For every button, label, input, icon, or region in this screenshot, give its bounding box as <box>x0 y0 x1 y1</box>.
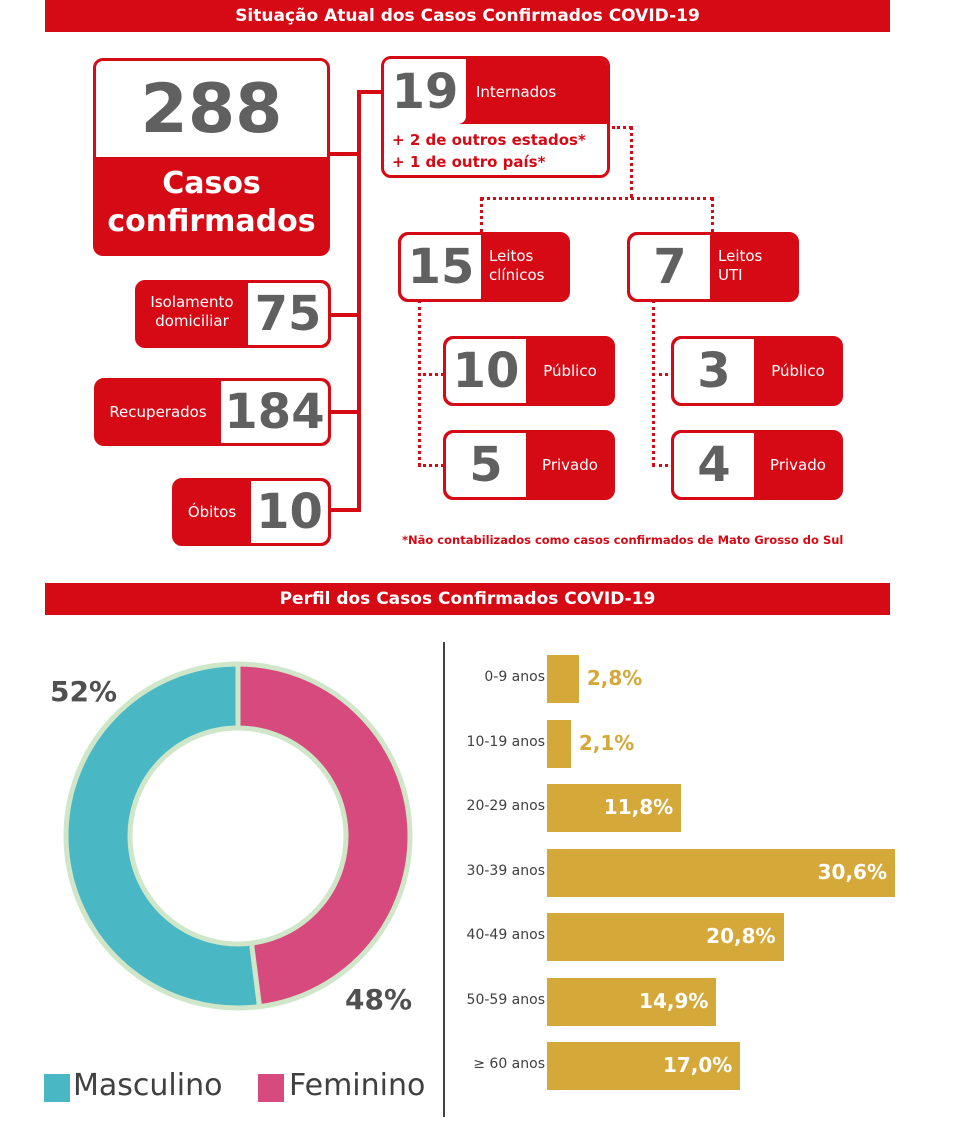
plus-icon: + <box>392 153 405 171</box>
age-bar <box>547 720 571 768</box>
clinical-label-line2: clínicos <box>489 266 545 284</box>
dotted-connector <box>480 197 714 200</box>
hospitalized-card <box>381 56 610 178</box>
legend-label-male: Masculino <box>73 1068 223 1103</box>
home-isolation-card <box>135 280 331 348</box>
deaths-label: Óbitos <box>187 502 237 521</box>
clinical-public-card <box>443 336 615 406</box>
hospitalized-count: 19 <box>384 59 466 124</box>
age-category-label: 20-29 anos <box>466 798 545 814</box>
other-states-note: 2 de outros estados* <box>409 131 586 149</box>
female-percent-label: 48% <box>345 983 413 1016</box>
connector-line <box>330 508 360 512</box>
age-category-label: 30-39 anos <box>466 862 545 879</box>
clinical-beds-count: 15 <box>401 235 481 299</box>
dotted-connector <box>480 197 483 233</box>
icu-public-count: 3 <box>674 339 754 403</box>
age-category-label: 10-19 anos <box>466 733 545 750</box>
icu-private-count: 4 <box>674 433 754 497</box>
age-category-label: 50-59 anos <box>466 991 545 1008</box>
age-bar-value: 30,6% <box>817 859 887 884</box>
connector-line <box>330 152 360 156</box>
donut-slice-male <box>66 664 260 1008</box>
recovered-label: Recuperados <box>109 402 207 421</box>
clinical-private-card <box>443 430 615 500</box>
clinical-public-label: Público <box>543 361 597 380</box>
section-title-profile: Perfil dos Casos Confirmados COVID-19 <box>45 583 890 615</box>
deaths-count: 10 <box>251 481 328 543</box>
icu-beds-card <box>627 232 799 302</box>
confirmed-label-line2: confirmados <box>107 204 316 239</box>
age-bar-chart <box>450 655 910 1095</box>
dotted-connector <box>652 300 655 466</box>
clinical-beds-card <box>398 232 570 302</box>
age-category-label: 40-49 anos <box>466 927 545 943</box>
icu-private-label: Privado <box>770 455 826 474</box>
other-country-note: 1 de outro país* <box>409 153 546 171</box>
age-bar-value: 2,8% <box>586 666 643 690</box>
deaths-card <box>172 478 331 546</box>
age-bar <box>547 655 579 703</box>
age-bar-value: 14,9% <box>639 988 709 1013</box>
recovered-card <box>94 378 331 446</box>
clinical-public-count: 10 <box>446 339 526 403</box>
icu-beds-count: 7 <box>630 235 710 299</box>
icu-label-line1: Leitos <box>718 247 763 265</box>
recovered-count: 184 <box>221 381 328 443</box>
legend-swatch-female <box>258 1074 284 1102</box>
plus-icon: + <box>392 131 405 149</box>
dotted-connector <box>418 373 444 376</box>
male-percent-label: 52% <box>50 675 118 708</box>
donut-slice-female <box>238 664 410 1007</box>
section-divider <box>443 642 445 1117</box>
connector-line <box>357 90 384 94</box>
hospitalized-label: Internados <box>476 83 557 101</box>
age-category-label: 0-9 anos <box>484 669 545 685</box>
section-title-current-situation: Situação Atual dos Casos Confirmados COVID-19 <box>45 0 890 32</box>
clinical-private-count: 5 <box>446 433 526 497</box>
isolation-count: 75 <box>248 283 328 345</box>
dotted-connector <box>612 126 632 129</box>
clinical-label-line1: Leitos <box>489 247 534 265</box>
connector-line <box>330 313 360 317</box>
isolation-label-line2: domiciliar <box>155 312 229 330</box>
dotted-connector <box>418 300 421 466</box>
isolation-label-line1: Isolamento <box>150 293 234 311</box>
footnote: *Não contabilizados como casos confirmados de Mato Grosso do Sul <box>402 533 844 547</box>
confirmed-cases-card <box>93 58 330 256</box>
clinical-private-label: Privado <box>542 455 598 474</box>
legend-swatch-male <box>44 1074 70 1102</box>
confirmed-count: 288 <box>96 61 327 157</box>
age-bar-value: 20,8% <box>706 924 776 948</box>
connector-line <box>330 410 360 414</box>
confirmed-label-line1: Casos <box>162 166 261 201</box>
age-bar-value: 2,1% <box>578 730 635 755</box>
dotted-connector <box>630 126 633 198</box>
age-bar-value: 11,8% <box>603 795 674 819</box>
icu-public-label: Público <box>771 361 825 380</box>
age-bar-value: 17,0% <box>662 1053 733 1077</box>
icu-private-card <box>671 430 843 500</box>
dotted-connector <box>418 464 444 467</box>
icu-label-line2: UTI <box>718 266 743 284</box>
legend-label-female: Feminino <box>289 1068 426 1103</box>
dotted-connector <box>711 197 714 233</box>
icu-public-card <box>671 336 843 406</box>
age-category-label: ≥ 60 anos <box>473 1056 545 1072</box>
